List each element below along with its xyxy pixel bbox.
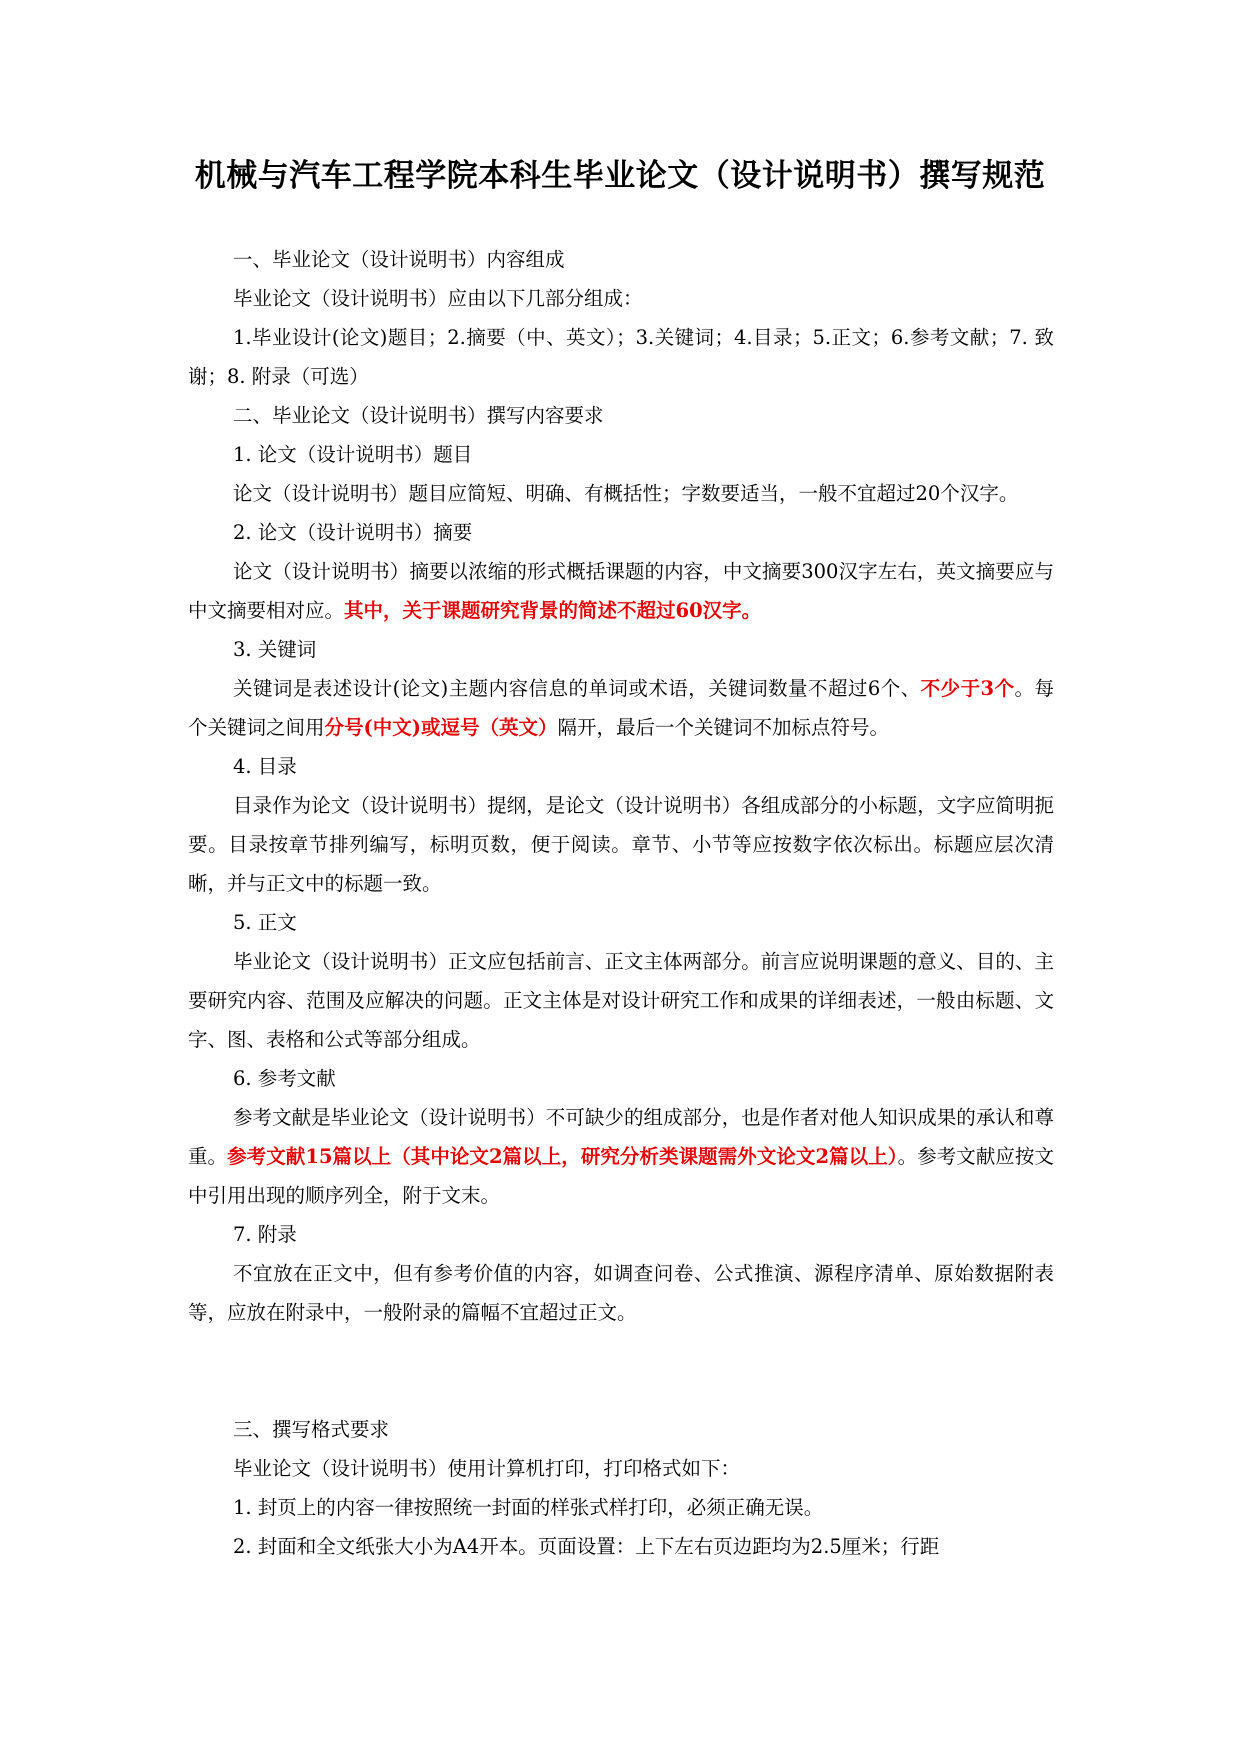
paragraph-item6-heading (188, 1059, 1054, 1098)
paragraph-s1-heading (188, 240, 1054, 279)
document-body (188, 240, 1054, 1566)
paragraph-fmt1 (188, 1488, 1054, 1527)
highlighted-requirement: 不少于3个 (920, 677, 1015, 700)
text-segment: 2. 论文（设计说明书）摘要 (233, 521, 473, 544)
text-segment: 3. 关键词 (233, 638, 317, 661)
paragraph-item1-body (188, 474, 1054, 513)
text-segment: 参考文献是毕业论文（设计说明书）不可缺少的组成部分，也是作者对他人知识成果的承认和尊重。 (188, 1106, 1054, 1168)
text-segment: 2. 封面和全文纸张大小为A4开本。页面设置：上下左右页边距均为2.5厘米；行距 (233, 1535, 940, 1558)
text-segment: 目录作为论文（设计说明书）提纲，是论文（设计说明书）各组成部分的小标题，文字应简明扼要。目录按章节排列编写，标明页数，便于阅读。章节、小节等应按数字依次标出。标题应层次清晰，并与正文中的标题一致。 (188, 794, 1054, 895)
paragraph-s1-intro (188, 279, 1054, 318)
paragraph-item2-heading (188, 513, 1054, 552)
paragraph-spacer (188, 1352, 1054, 1391)
text-segment: 6. 参考文献 (233, 1067, 336, 1090)
paragraph-item3-body (188, 669, 1054, 747)
paragraph-item3-heading (188, 630, 1054, 669)
paragraph-item5-body (188, 942, 1054, 1059)
paragraph-item1-heading (188, 435, 1054, 474)
text-segment: 毕业论文（设计说明书）应由以下几部分组成： (233, 287, 643, 310)
text-segment: 5. 正文 (233, 911, 297, 934)
text-segment: 4. 目录 (233, 755, 297, 778)
text-segment: 不宜放在正文中，但有参考价值的内容，如调查问卷、公式推演、源程序清单、原始数据附表等，应放在附录中，一般附录的篇幅不宜超过正文。 (188, 1262, 1054, 1324)
paragraph-s1-list (188, 318, 1054, 396)
text-segment: 1. 封页上的内容一律按照统一封面的样张式样打印，必须正确无误。 (233, 1496, 824, 1519)
text-segment: 二、毕业论文（设计说明书）撰写内容要求 (233, 404, 604, 427)
text-segment: 1. 论文（设计说明书）题目 (233, 443, 473, 466)
paragraph-item5-heading (188, 903, 1054, 942)
paragraph-s3-intro (188, 1449, 1054, 1488)
highlighted-requirement: 分号(中文)或逗号（英文） (324, 716, 558, 739)
paragraph-item4-body (188, 786, 1054, 903)
page-title: 机械与汽车工程学院本科生毕业论文（设计说明书）撰写规范 (194, 158, 1046, 194)
text-segment: 毕业论文（设计说明书）正文应包括前言、正文主体两部分。前言应说明课题的意义、目的、主要研究内容、范围及应解决的问题。正文主体是对设计研究工作和成果的详细表述，一般由标题、文字、图、表格和公式等部分组成。 (188, 950, 1054, 1051)
text-segment: 论文（设计说明书）题目应简短、明确、有概括性；字数要适当，一般不宜超过20个汉字。 (233, 482, 1019, 505)
paragraph-item7-body (188, 1254, 1054, 1332)
paragraph-item6-body (188, 1098, 1054, 1215)
paragraph-item2-body (188, 552, 1054, 630)
text-segment: 隔开，最后一个关键词不加标点符号。 (557, 716, 889, 739)
text-segment: 毕业论文（设计说明书）使用计算机打印，打印格式如下： (233, 1457, 741, 1480)
paragraph-s3-heading (188, 1410, 1054, 1449)
text-segment: 一、毕业论文（设计说明书）内容组成 (233, 248, 565, 271)
text-segment: 。参考文献应按文中引用出现的顺序列全，附于文末。 (188, 1145, 1054, 1207)
text-segment: 。每个关键词之间用 (188, 677, 1054, 739)
paragraph-item4-heading (188, 747, 1054, 786)
highlighted-requirement: 参考文献15篇以上（其中论文2篇以上，研究分析类课题需外文论文2篇以上） (227, 1145, 898, 1168)
highlighted-requirement: 其中，关于课题研究背景的简述不超过60汉字。 (344, 599, 762, 622)
paragraph-s2-heading (188, 396, 1054, 435)
text-segment: 1.毕业设计(论文)题目；2.摘要（中、英文）；3.关键词；4.目录；5.正文；6.参考文献；7. 致谢；8. 附录（可选） (188, 326, 1054, 388)
text-segment: 关键词是表述设计(论文)主题内容信息的单词或术语，关键词数量不超过6个、 (233, 677, 921, 700)
text-segment: 论文（设计说明书）摘要以浓缩的形式概括课题的内容，中文摘要300汉字左右，英文摘要应与中文摘要相对应。 (188, 560, 1054, 622)
text-segment: 7. 附录 (233, 1223, 297, 1246)
paragraph-fmt2 (188, 1527, 1054, 1566)
paragraph-item7-heading (188, 1215, 1054, 1254)
text-segment: 三、撰写格式要求 (233, 1418, 390, 1441)
